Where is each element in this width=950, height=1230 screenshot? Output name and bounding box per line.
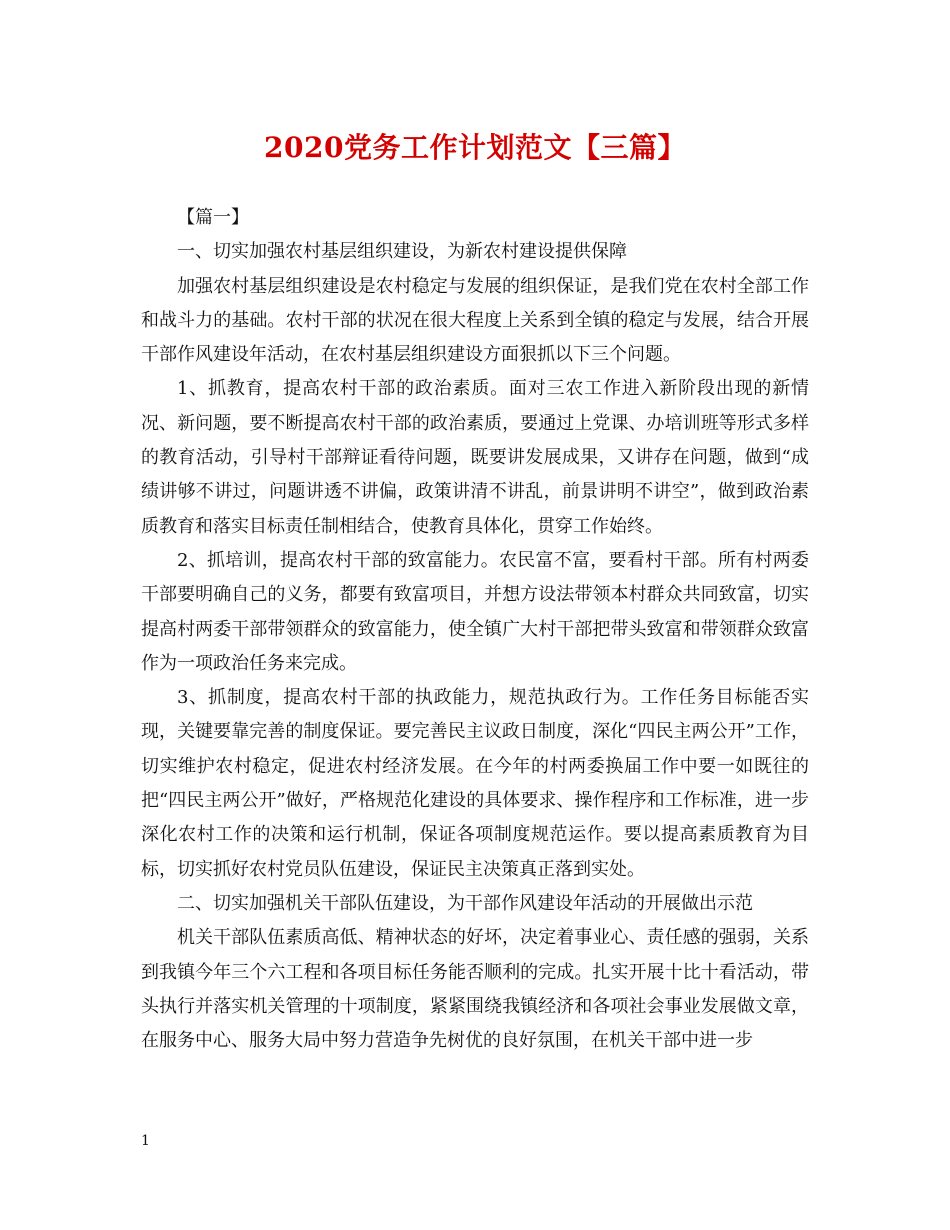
body-paragraph: 加强农村基层组织建设是农村稳定与发展的组织保证，是我们党在农村全部工作和战斗力的基础。农村干部的状况在很大程度上关系到全镇的稳定与发展，结合开展干部作风建设年活动，在农村基层组织建设方面狠抓以下三个问题。 — [141, 275, 809, 366]
section-heading: 二、切实加强机关干部队伍建设，为干部作风建设年活动的开展做出示范 — [177, 892, 753, 914]
document-title: 2020党务工作计划范文【三篇】 — [264, 131, 686, 164]
body-paragraph: 1、抓教育，提高农村干部的政治素质。面对三农工作进入新阶段出现的新情况、新问题，要不断提高农村干部的政治素质，要通过上党课、办培训班等形式多样的教育活动，引导村干部辩证看待问题，既要讲发展成果，又讲存在问题，做到“成绩讲够不讲过，问题讲透不讲偏，政策讲清不讲乱，前景讲明不讲空”，做到政治素质教育和落实目标责任制相结合，使教育具体化，贯穿工作始终。 — [141, 378, 809, 537]
page-number: 1 — [141, 1133, 150, 1149]
body-paragraph: 2、抓培训，提高农村干部的致富能力。农民富不富，要看村干部。所有村两委干部要明确自己的义务，都要有致富项目，并想方设法带领本村群众共同致富，切实提高村两委干部带领群众的致富能力，使全镇广大村干部把带头致富和带领群众致富作为一项政治任务来完成。 — [141, 549, 809, 674]
section-heading: 一、切实加强农村基层组织建设，为新农村建设提供保障 — [177, 241, 627, 263]
section-marker: 【篇一】 — [177, 207, 249, 228]
document-body — [141, 201, 809, 1058]
body-paragraph: 3、抓制度，提高农村干部的执政能力，规范执政行为。工作任务目标能否实现，关键要靠完善的制度保证。要完善民主议政日制度，深化“四民主两公开”工作，切实维护农村稳定，促进农村经济发展。在今年的村两委换届工作中要一如既往的把“四民主两公开”做好，严格规范化建设的具体要求、操作程序和工作标准，进一步深化农村工作的决策和运行机制，保证各项制度规范运作。要以提高素质教育为目标，切实抓好农村党员队伍建设，保证民主决策真正落到实处。 — [141, 687, 809, 880]
body-paragraph: 机关干部队伍素质高低、精神状态的好坏，决定着事业心、责任感的强弱，关系到我镇今年三个六工程和各项目标任务能否顺利的完成。扎实开展十比十看活动，带头执行并落实机关管理的十项制度，紧紧围绕我镇经济和各项社会事业发展做文章，在服务中心、服务大局中努力营造争先树优的良好氛围，在机关干部中进一步 — [141, 927, 809, 1052]
